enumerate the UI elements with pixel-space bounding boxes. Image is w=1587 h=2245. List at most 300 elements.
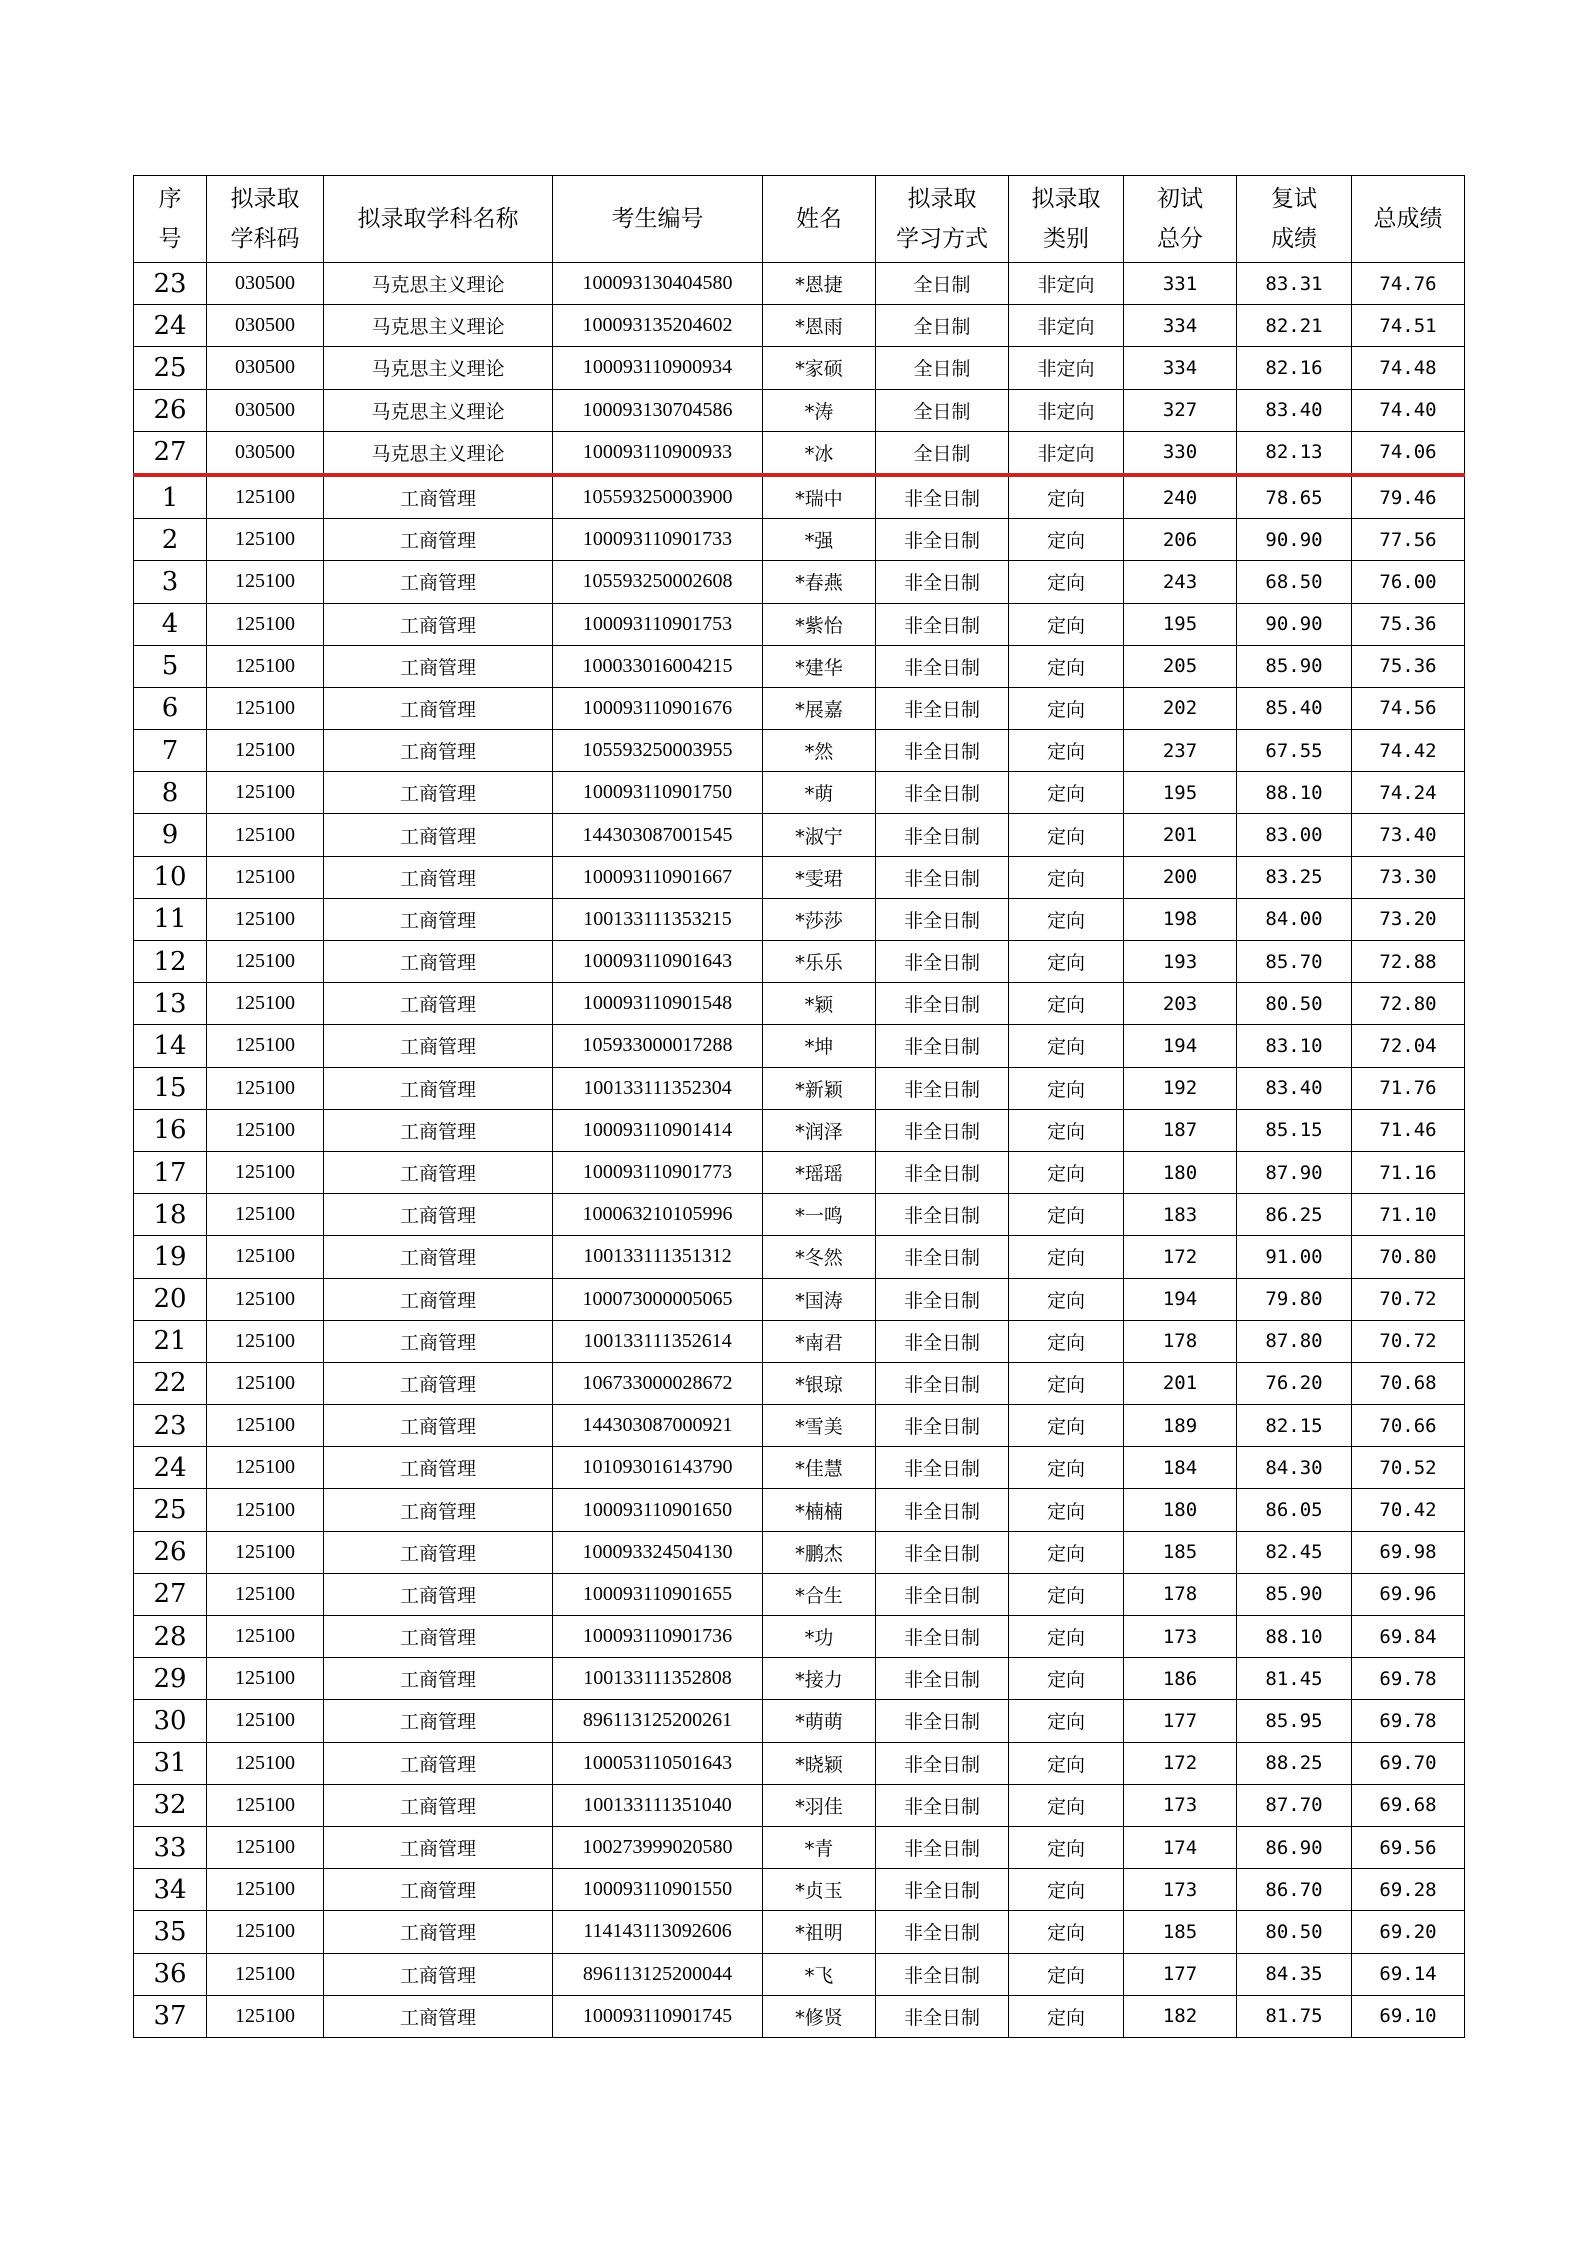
cell-retest-score: 78.65 [1237, 475, 1352, 519]
header-prelim-score-line: 初试 [1157, 186, 1203, 212]
cell-name: *佳慧 [763, 1447, 876, 1489]
cell-category: 定向 [1009, 1869, 1124, 1911]
cell-subject-name: 工商管理 [324, 1447, 553, 1489]
cell-name: *恩捷 [763, 263, 876, 305]
cell-subject-code: 125100 [207, 1531, 324, 1573]
cell-candidate-id: 100093110901736 [553, 1616, 763, 1658]
cell-subject-code: 125100 [207, 1194, 324, 1236]
cell-subject-name: 工商管理 [324, 1405, 553, 1447]
table-row [134, 561, 1465, 603]
table-body [134, 263, 1465, 2038]
cell-retest-score: 88.10 [1237, 1616, 1352, 1658]
cell-subject-name: 工商管理 [324, 1953, 553, 1995]
cell-seq: 25 [134, 347, 207, 389]
cell-subject-code: 125100 [207, 475, 324, 519]
cell-name: *润泽 [763, 1109, 876, 1151]
cell-subject-code: 125100 [207, 941, 324, 983]
cell-name: *接力 [763, 1658, 876, 1700]
cell-candidate-id: 100093110900934 [553, 347, 763, 389]
table-row [134, 730, 1465, 772]
cell-name: *合生 [763, 1573, 876, 1615]
cell-study-mode: 非全日制 [876, 1784, 1009, 1826]
cell-name: *莎莎 [763, 898, 876, 940]
cell-study-mode: 非全日制 [876, 687, 1009, 729]
header-seq [134, 176, 207, 263]
cell-seq: 31 [134, 1742, 207, 1784]
cell-candidate-id: 100093110901667 [553, 856, 763, 898]
cell-subject-name: 工商管理 [324, 1700, 553, 1742]
cell-category: 定向 [1009, 1658, 1124, 1700]
cell-retest-score: 90.90 [1237, 603, 1352, 645]
cell-study-mode: 非全日制 [876, 730, 1009, 772]
cell-candidate-id: 100093110901414 [553, 1109, 763, 1151]
cell-seq: 24 [134, 305, 207, 347]
cell-seq: 30 [134, 1700, 207, 1742]
cell-category: 定向 [1009, 814, 1124, 856]
cell-category: 定向 [1009, 1826, 1124, 1868]
cell-subject-name: 马克思主义理论 [324, 347, 553, 389]
cell-subject-code: 125100 [207, 1067, 324, 1109]
cell-retest-score: 82.13 [1237, 431, 1352, 475]
cell-seq: 7 [134, 730, 207, 772]
cell-total-score: 74.24 [1352, 772, 1465, 814]
cell-seq: 3 [134, 561, 207, 603]
cell-retest-score: 86.90 [1237, 1826, 1352, 1868]
cell-candidate-id: 100093110901745 [553, 1995, 763, 2037]
cell-category: 非定向 [1009, 431, 1124, 475]
table-row [134, 1109, 1465, 1151]
cell-total-score: 69.70 [1352, 1742, 1465, 1784]
cell-subject-code: 125100 [207, 603, 324, 645]
table-row [134, 1995, 1465, 2037]
cell-total-score: 74.56 [1352, 687, 1465, 729]
cell-seq: 29 [134, 1658, 207, 1700]
cell-name: *家硕 [763, 347, 876, 389]
cell-candidate-id: 100063210105996 [553, 1194, 763, 1236]
cell-study-mode: 非全日制 [876, 814, 1009, 856]
table-row [134, 1826, 1465, 1868]
cell-name: *雪美 [763, 1405, 876, 1447]
cell-subject-code: 125100 [207, 645, 324, 687]
cell-prelim-score: 184 [1124, 1447, 1237, 1489]
cell-retest-score: 79.80 [1237, 1278, 1352, 1320]
cell-retest-score: 90.90 [1237, 519, 1352, 561]
cell-subject-code: 125100 [207, 898, 324, 940]
cell-prelim-score: 201 [1124, 1362, 1237, 1404]
cell-subject-code: 030500 [207, 347, 324, 389]
cell-subject-name: 工商管理 [324, 1658, 553, 1700]
cell-name: *恩雨 [763, 305, 876, 347]
cell-category: 非定向 [1009, 263, 1124, 305]
cell-candidate-id: 896113125200261 [553, 1700, 763, 1742]
cell-name: *功 [763, 1616, 876, 1658]
cell-candidate-id: 100093110901550 [553, 1869, 763, 1911]
cell-total-score: 72.04 [1352, 1025, 1465, 1067]
cell-subject-code: 125100 [207, 561, 324, 603]
cell-study-mode: 非全日制 [876, 1658, 1009, 1700]
cell-prelim-score: 202 [1124, 687, 1237, 729]
cell-name: *新颖 [763, 1067, 876, 1109]
cell-subject-code: 125100 [207, 1826, 324, 1868]
cell-subject-code: 125100 [207, 1405, 324, 1447]
cell-study-mode: 非全日制 [876, 1025, 1009, 1067]
cell-category: 定向 [1009, 1953, 1124, 1995]
cell-subject-name: 工商管理 [324, 1489, 553, 1531]
cell-category: 定向 [1009, 941, 1124, 983]
header-study-mode [876, 176, 1009, 263]
table-row [134, 772, 1465, 814]
cell-prelim-score: 331 [1124, 263, 1237, 305]
cell-category: 定向 [1009, 603, 1124, 645]
header-category-line: 拟录取 [1031, 186, 1101, 212]
cell-subject-code: 125100 [207, 1109, 324, 1151]
cell-subject-name: 工商管理 [324, 519, 553, 561]
cell-subject-name: 工商管理 [324, 1194, 553, 1236]
cell-study-mode: 非全日制 [876, 941, 1009, 983]
cell-total-score: 74.42 [1352, 730, 1465, 772]
cell-subject-code: 125100 [207, 1784, 324, 1826]
cell-candidate-id: 100093110901750 [553, 772, 763, 814]
cell-subject-name: 工商管理 [324, 1278, 553, 1320]
header-name-line: 姓名 [796, 206, 842, 232]
cell-study-mode: 非全日制 [876, 856, 1009, 898]
cell-name: *瑞中 [763, 475, 876, 519]
cell-name: *国涛 [763, 1278, 876, 1320]
cell-total-score: 69.10 [1352, 1995, 1465, 2037]
cell-study-mode: 全日制 [876, 389, 1009, 431]
cell-subject-name: 工商管理 [324, 730, 553, 772]
cell-candidate-id: 100273999020580 [553, 1826, 763, 1868]
cell-candidate-id: 100033016004215 [553, 645, 763, 687]
cell-subject-code: 125100 [207, 1447, 324, 1489]
cell-seq: 8 [134, 772, 207, 814]
cell-retest-score: 68.50 [1237, 561, 1352, 603]
cell-subject-name: 工商管理 [324, 1616, 553, 1658]
cell-retest-score: 84.00 [1237, 898, 1352, 940]
cell-seq: 33 [134, 1826, 207, 1868]
cell-seq: 16 [134, 1109, 207, 1151]
cell-retest-score: 91.00 [1237, 1236, 1352, 1278]
cell-category: 定向 [1009, 1700, 1124, 1742]
table-row [134, 856, 1465, 898]
cell-name: *颖 [763, 983, 876, 1025]
cell-subject-name: 工商管理 [324, 1236, 553, 1278]
header-row [134, 176, 1465, 263]
cell-name: *萌 [763, 772, 876, 814]
cell-name: *冬然 [763, 1236, 876, 1278]
cell-study-mode: 非全日制 [876, 1320, 1009, 1362]
cell-subject-code: 125100 [207, 1236, 324, 1278]
cell-candidate-id: 106733000028672 [553, 1362, 763, 1404]
cell-subject-code: 125100 [207, 1025, 324, 1067]
cell-study-mode: 非全日制 [876, 1151, 1009, 1193]
cell-total-score: 70.72 [1352, 1320, 1465, 1362]
table-row [134, 1616, 1465, 1658]
cell-candidate-id: 100093110901548 [553, 983, 763, 1025]
cell-subject-name: 工商管理 [324, 1531, 553, 1573]
cell-category: 定向 [1009, 687, 1124, 729]
cell-subject-code: 125100 [207, 1869, 324, 1911]
cell-category: 定向 [1009, 856, 1124, 898]
cell-prelim-score: 195 [1124, 772, 1237, 814]
cell-subject-code: 125100 [207, 1742, 324, 1784]
header-total-score-line: 总成绩 [1373, 206, 1443, 232]
cell-seq: 4 [134, 603, 207, 645]
cell-category: 非定向 [1009, 305, 1124, 347]
table-row [134, 814, 1465, 856]
cell-category: 定向 [1009, 561, 1124, 603]
cell-subject-code: 125100 [207, 1320, 324, 1362]
cell-candidate-id: 105593250003955 [553, 730, 763, 772]
header-retest-score-line: 成绩 [1271, 226, 1317, 252]
cell-prelim-score: 240 [1124, 475, 1237, 519]
cell-subject-name: 工商管理 [324, 1742, 553, 1784]
cell-candidate-id: 100093110901643 [553, 941, 763, 983]
table-row [134, 1362, 1465, 1404]
cell-subject-code: 030500 [207, 305, 324, 347]
cell-candidate-id: 100133111351312 [553, 1236, 763, 1278]
cell-category: 定向 [1009, 730, 1124, 772]
cell-name: *萌萌 [763, 1700, 876, 1742]
cell-seq: 23 [134, 1405, 207, 1447]
cell-seq: 22 [134, 1362, 207, 1404]
cell-candidate-id: 100133111353215 [553, 898, 763, 940]
cell-study-mode: 非全日制 [876, 1236, 1009, 1278]
table-row [134, 1151, 1465, 1193]
cell-subject-name: 工商管理 [324, 1869, 553, 1911]
table-row [134, 1067, 1465, 1109]
cell-candidate-id: 896113125200044 [553, 1953, 763, 1995]
cell-name: *鹏杰 [763, 1531, 876, 1573]
header-retest-score-line: 复试 [1271, 186, 1317, 212]
cell-prelim-score: 198 [1124, 898, 1237, 940]
cell-category: 定向 [1009, 1278, 1124, 1320]
cell-name: *楠楠 [763, 1489, 876, 1531]
cell-study-mode: 非全日制 [876, 1489, 1009, 1531]
cell-prelim-score: 206 [1124, 519, 1237, 561]
cell-retest-score: 67.55 [1237, 730, 1352, 772]
cell-retest-score: 85.70 [1237, 941, 1352, 983]
table-row [134, 305, 1465, 347]
cell-retest-score: 83.40 [1237, 389, 1352, 431]
cell-total-score: 70.52 [1352, 1447, 1465, 1489]
table-row [134, 941, 1465, 983]
admission-list-table [133, 175, 1465, 2038]
cell-candidate-id: 144303087001545 [553, 814, 763, 856]
cell-prelim-score: 187 [1124, 1109, 1237, 1151]
cell-candidate-id: 100093130404580 [553, 263, 763, 305]
cell-subject-name: 工商管理 [324, 941, 553, 983]
table-row [134, 1489, 1465, 1531]
cell-retest-score: 85.95 [1237, 1700, 1352, 1742]
cell-retest-score: 82.21 [1237, 305, 1352, 347]
cell-study-mode: 非全日制 [876, 1067, 1009, 1109]
table-row [134, 1236, 1465, 1278]
cell-category: 定向 [1009, 1784, 1124, 1826]
cell-name: *建华 [763, 645, 876, 687]
cell-total-score: 69.84 [1352, 1616, 1465, 1658]
cell-prelim-score: 192 [1124, 1067, 1237, 1109]
cell-category: 定向 [1009, 1320, 1124, 1362]
cell-retest-score: 86.70 [1237, 1869, 1352, 1911]
cell-prelim-score: 186 [1124, 1658, 1237, 1700]
cell-subject-code: 125100 [207, 1489, 324, 1531]
cell-name: *展嘉 [763, 687, 876, 729]
cell-total-score: 75.36 [1352, 645, 1465, 687]
cell-candidate-id: 100093324504130 [553, 1531, 763, 1573]
header-subject-code [207, 176, 324, 263]
cell-total-score: 70.42 [1352, 1489, 1465, 1531]
cell-subject-name: 工商管理 [324, 1109, 553, 1151]
cell-seq: 17 [134, 1151, 207, 1193]
table-row [134, 1911, 1465, 1953]
cell-subject-code: 125100 [207, 1616, 324, 1658]
cell-retest-score: 87.80 [1237, 1320, 1352, 1362]
table-row [134, 263, 1465, 305]
cell-total-score: 72.88 [1352, 941, 1465, 983]
cell-name: *银琼 [763, 1362, 876, 1404]
cell-total-score: 69.96 [1352, 1573, 1465, 1615]
cell-category: 定向 [1009, 519, 1124, 561]
cell-subject-name: 工商管理 [324, 1151, 553, 1193]
cell-study-mode: 非全日制 [876, 1869, 1009, 1911]
cell-study-mode: 非全日制 [876, 1447, 1009, 1489]
cell-study-mode: 非全日制 [876, 1405, 1009, 1447]
table-row [134, 645, 1465, 687]
header-total-score [1352, 176, 1465, 263]
cell-retest-score: 85.90 [1237, 1573, 1352, 1615]
cell-subject-code: 125100 [207, 772, 324, 814]
cell-subject-name: 工商管理 [324, 1911, 553, 1953]
cell-retest-score: 84.35 [1237, 1953, 1352, 1995]
cell-study-mode: 非全日制 [876, 1531, 1009, 1573]
cell-prelim-score: 180 [1124, 1151, 1237, 1193]
cell-name: *涛 [763, 389, 876, 431]
cell-study-mode: 非全日制 [876, 1953, 1009, 1995]
cell-prelim-score: 203 [1124, 983, 1237, 1025]
cell-category: 定向 [1009, 1573, 1124, 1615]
cell-subject-code: 125100 [207, 814, 324, 856]
cell-candidate-id: 100133111352304 [553, 1067, 763, 1109]
cell-prelim-score: 185 [1124, 1531, 1237, 1573]
cell-category: 定向 [1009, 645, 1124, 687]
cell-category: 定向 [1009, 1447, 1124, 1489]
cell-seq: 27 [134, 431, 207, 475]
cell-total-score: 79.46 [1352, 475, 1465, 519]
cell-subject-name: 马克思主义理论 [324, 431, 553, 475]
cell-total-score: 74.51 [1352, 305, 1465, 347]
cell-total-score: 69.28 [1352, 1869, 1465, 1911]
cell-subject-code: 125100 [207, 1278, 324, 1320]
cell-seq: 15 [134, 1067, 207, 1109]
cell-retest-score: 84.30 [1237, 1447, 1352, 1489]
header-category-line: 类别 [1043, 226, 1089, 252]
cell-total-score: 70.68 [1352, 1362, 1465, 1404]
header-subject-code-line: 拟录取 [230, 186, 300, 212]
cell-subject-name: 马克思主义理论 [324, 389, 553, 431]
cell-retest-score: 85.90 [1237, 645, 1352, 687]
cell-study-mode: 非全日制 [876, 645, 1009, 687]
cell-retest-score: 88.25 [1237, 1742, 1352, 1784]
cell-category: 定向 [1009, 1362, 1124, 1404]
cell-candidate-id: 100073000005065 [553, 1278, 763, 1320]
cell-total-score: 74.40 [1352, 389, 1465, 431]
header-subject-name [324, 176, 553, 263]
cell-subject-code: 125100 [207, 1995, 324, 2037]
cell-retest-score: 83.40 [1237, 1067, 1352, 1109]
cell-name: *贞玉 [763, 1869, 876, 1911]
cell-total-score: 76.00 [1352, 561, 1465, 603]
cell-subject-name: 工商管理 [324, 772, 553, 814]
table-row [134, 1573, 1465, 1615]
cell-prelim-score: 172 [1124, 1236, 1237, 1278]
header-prelim-score [1124, 176, 1237, 263]
cell-candidate-id: 100133111352614 [553, 1320, 763, 1362]
cell-seq: 12 [134, 941, 207, 983]
cell-subject-code: 125100 [207, 856, 324, 898]
cell-subject-name: 工商管理 [324, 687, 553, 729]
cell-prelim-score: 194 [1124, 1278, 1237, 1320]
cell-study-mode: 非全日制 [876, 1995, 1009, 2037]
cell-name: *祖明 [763, 1911, 876, 1953]
cell-retest-score: 83.25 [1237, 856, 1352, 898]
cell-name: *紫怡 [763, 603, 876, 645]
cell-total-score: 71.46 [1352, 1109, 1465, 1151]
cell-candidate-id: 100093110900933 [553, 431, 763, 475]
cell-seq: 20 [134, 1278, 207, 1320]
cell-study-mode: 非全日制 [876, 1826, 1009, 1868]
cell-retest-score: 82.16 [1237, 347, 1352, 389]
cell-seq: 19 [134, 1236, 207, 1278]
cell-subject-name: 工商管理 [324, 1995, 553, 2037]
cell-subject-name: 工商管理 [324, 1067, 553, 1109]
table-row [134, 1278, 1465, 1320]
cell-prelim-score: 193 [1124, 941, 1237, 983]
cell-study-mode: 非全日制 [876, 983, 1009, 1025]
header-candidate-id-line: 考生编号 [611, 206, 704, 232]
cell-total-score: 77.56 [1352, 519, 1465, 561]
cell-subject-code: 125100 [207, 519, 324, 561]
cell-subject-code: 030500 [207, 263, 324, 305]
cell-subject-code: 125100 [207, 1658, 324, 1700]
cell-seq: 10 [134, 856, 207, 898]
table-row [134, 1658, 1465, 1700]
cell-category: 定向 [1009, 1489, 1124, 1531]
cell-subject-name: 工商管理 [324, 475, 553, 519]
cell-study-mode: 非全日制 [876, 772, 1009, 814]
header-seq-line: 号 [158, 226, 182, 252]
cell-prelim-score: 334 [1124, 347, 1237, 389]
header-seq-line: 序 [158, 186, 182, 212]
cell-retest-score: 88.10 [1237, 772, 1352, 814]
cell-seq: 34 [134, 1869, 207, 1911]
cell-candidate-id: 100093110901773 [553, 1151, 763, 1193]
cell-seq: 9 [134, 814, 207, 856]
table-row [134, 1700, 1465, 1742]
cell-subject-name: 工商管理 [324, 645, 553, 687]
table-row [134, 1869, 1465, 1911]
cell-retest-score: 82.45 [1237, 1531, 1352, 1573]
cell-retest-score: 83.31 [1237, 263, 1352, 305]
cell-total-score: 71.76 [1352, 1067, 1465, 1109]
cell-seq: 18 [134, 1194, 207, 1236]
cell-category: 非定向 [1009, 347, 1124, 389]
cell-category: 定向 [1009, 1025, 1124, 1067]
cell-candidate-id: 100133111352808 [553, 1658, 763, 1700]
cell-retest-score: 80.50 [1237, 1911, 1352, 1953]
cell-prelim-score: 327 [1124, 389, 1237, 431]
cell-name: *乐乐 [763, 941, 876, 983]
